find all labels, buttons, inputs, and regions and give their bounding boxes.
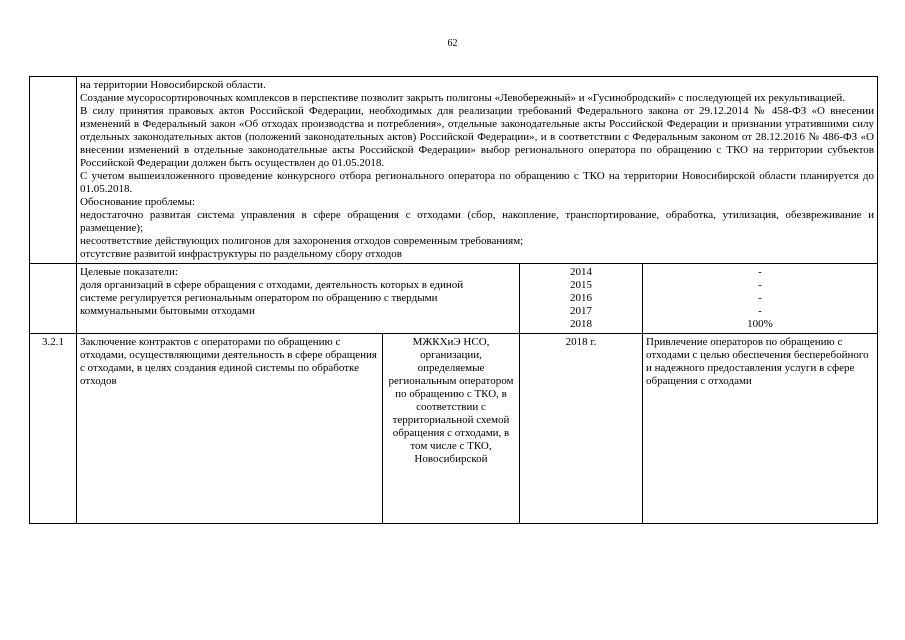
indicators-description-cell (77, 264, 520, 334)
indicator-year: 2017 (570, 305, 592, 317)
indicator-value: - (758, 266, 762, 278)
measures-table (29, 76, 878, 524)
intro-number-cell (30, 77, 77, 264)
intro-paragraph: недостаточно развитая система управления в сфере обращения с отходами (сбор, накопление, транспортирование, обработка, утилизация, обезвреживание и размещение); (80, 209, 874, 234)
indicator-year: 2014 (570, 266, 592, 278)
measure-executor: МЖКХиЭ НСО, организации, определяемые региональным оператором по обращению с ТКО, в соответствии с территориальной схемой обращения с отходами, в том числе с ТКО, Новосибирской (383, 334, 520, 524)
intro-paragraph: Обоснование проблемы: (80, 196, 195, 208)
indicator-years-cell (520, 264, 643, 334)
measure-name: Заключение контрактов с операторами по обращению с отходами, осуществляющими деятельность в сфере обращения с отходами, в целях создания единой системы по обработке отходов (77, 334, 383, 524)
indicator-year: 2016 (570, 292, 592, 304)
indicator-year: 2015 (570, 279, 592, 291)
intro-paragraph: Создание мусоросортировочных комплексов в перспективе позволит закрыть полигоны «Левобережный» и «Гусинобродский» с последующей их рекультивацией. (80, 92, 845, 104)
measure-row (30, 334, 878, 524)
indicators-heading: Целевые показатели: (80, 266, 178, 278)
intro-paragraph: на территории Новосибирской области. (80, 79, 266, 91)
intro-paragraph: отсутствие развитой инфраструктуры по раздельному сбору отходов (80, 248, 402, 260)
indicator-value: - (758, 292, 762, 304)
intro-row (30, 77, 878, 264)
measure-term: 2018 г. (520, 334, 643, 524)
page-number: 62 (447, 38, 458, 49)
intro-paragraph: С учетом вышеизложенного проведение конкурсного отбора регионального оператора по обращению с ТКО на территории Новосибирской области планируется до 01.05.2018. (80, 170, 874, 195)
intro-text-cell (77, 77, 878, 264)
indicators-text: доля организаций в сфере обращения с отходами, деятельность которых в единой системе регулируется региональным оператором по обращению с твердыми коммунальными бытовыми отходами (80, 279, 464, 317)
indicator-year: 2018 (570, 318, 592, 330)
measure-result: Привлечение операторов по обращению с отходами с целью обеспечения бесперебойного и надежного предоставления услуги в сфере обращения с отходами (643, 334, 878, 524)
measure-number: 3.2.1 (30, 334, 77, 524)
indicator-value: - (758, 279, 762, 291)
indicator-value: 100% (747, 318, 773, 330)
indicators-row (30, 264, 878, 334)
indicator-values-cell (643, 264, 878, 334)
indicators-number-cell (30, 264, 77, 334)
indicator-value: - (758, 305, 762, 317)
intro-paragraph: несоответствие действующих полигонов для захоронения отходов современным требованиям; (80, 235, 524, 247)
intro-paragraph: В силу принятия правовых актов Российской Федерации, необходимых для реализации требований Федерального закона от 29.12.2014 № 458-ФЗ «О внесении изменений в Федеральный закон «Об отходах производства и потребления», отдельные законодательные акты Российской Федерации и признании утратившими силу отдельных законодательных актов (положений законодательных актов) Российской Федерации», и в соответствии с Федеральным законом от 28.12.2016 № 486-ФЗ «О внесении изменений в отдельные законодательные акты Российской Федерации» выбор регионального оператора по обращению с ТКО на территории субъектов Российской Федерации должен быть осуществлен до 01.05.2018. (80, 105, 874, 169)
